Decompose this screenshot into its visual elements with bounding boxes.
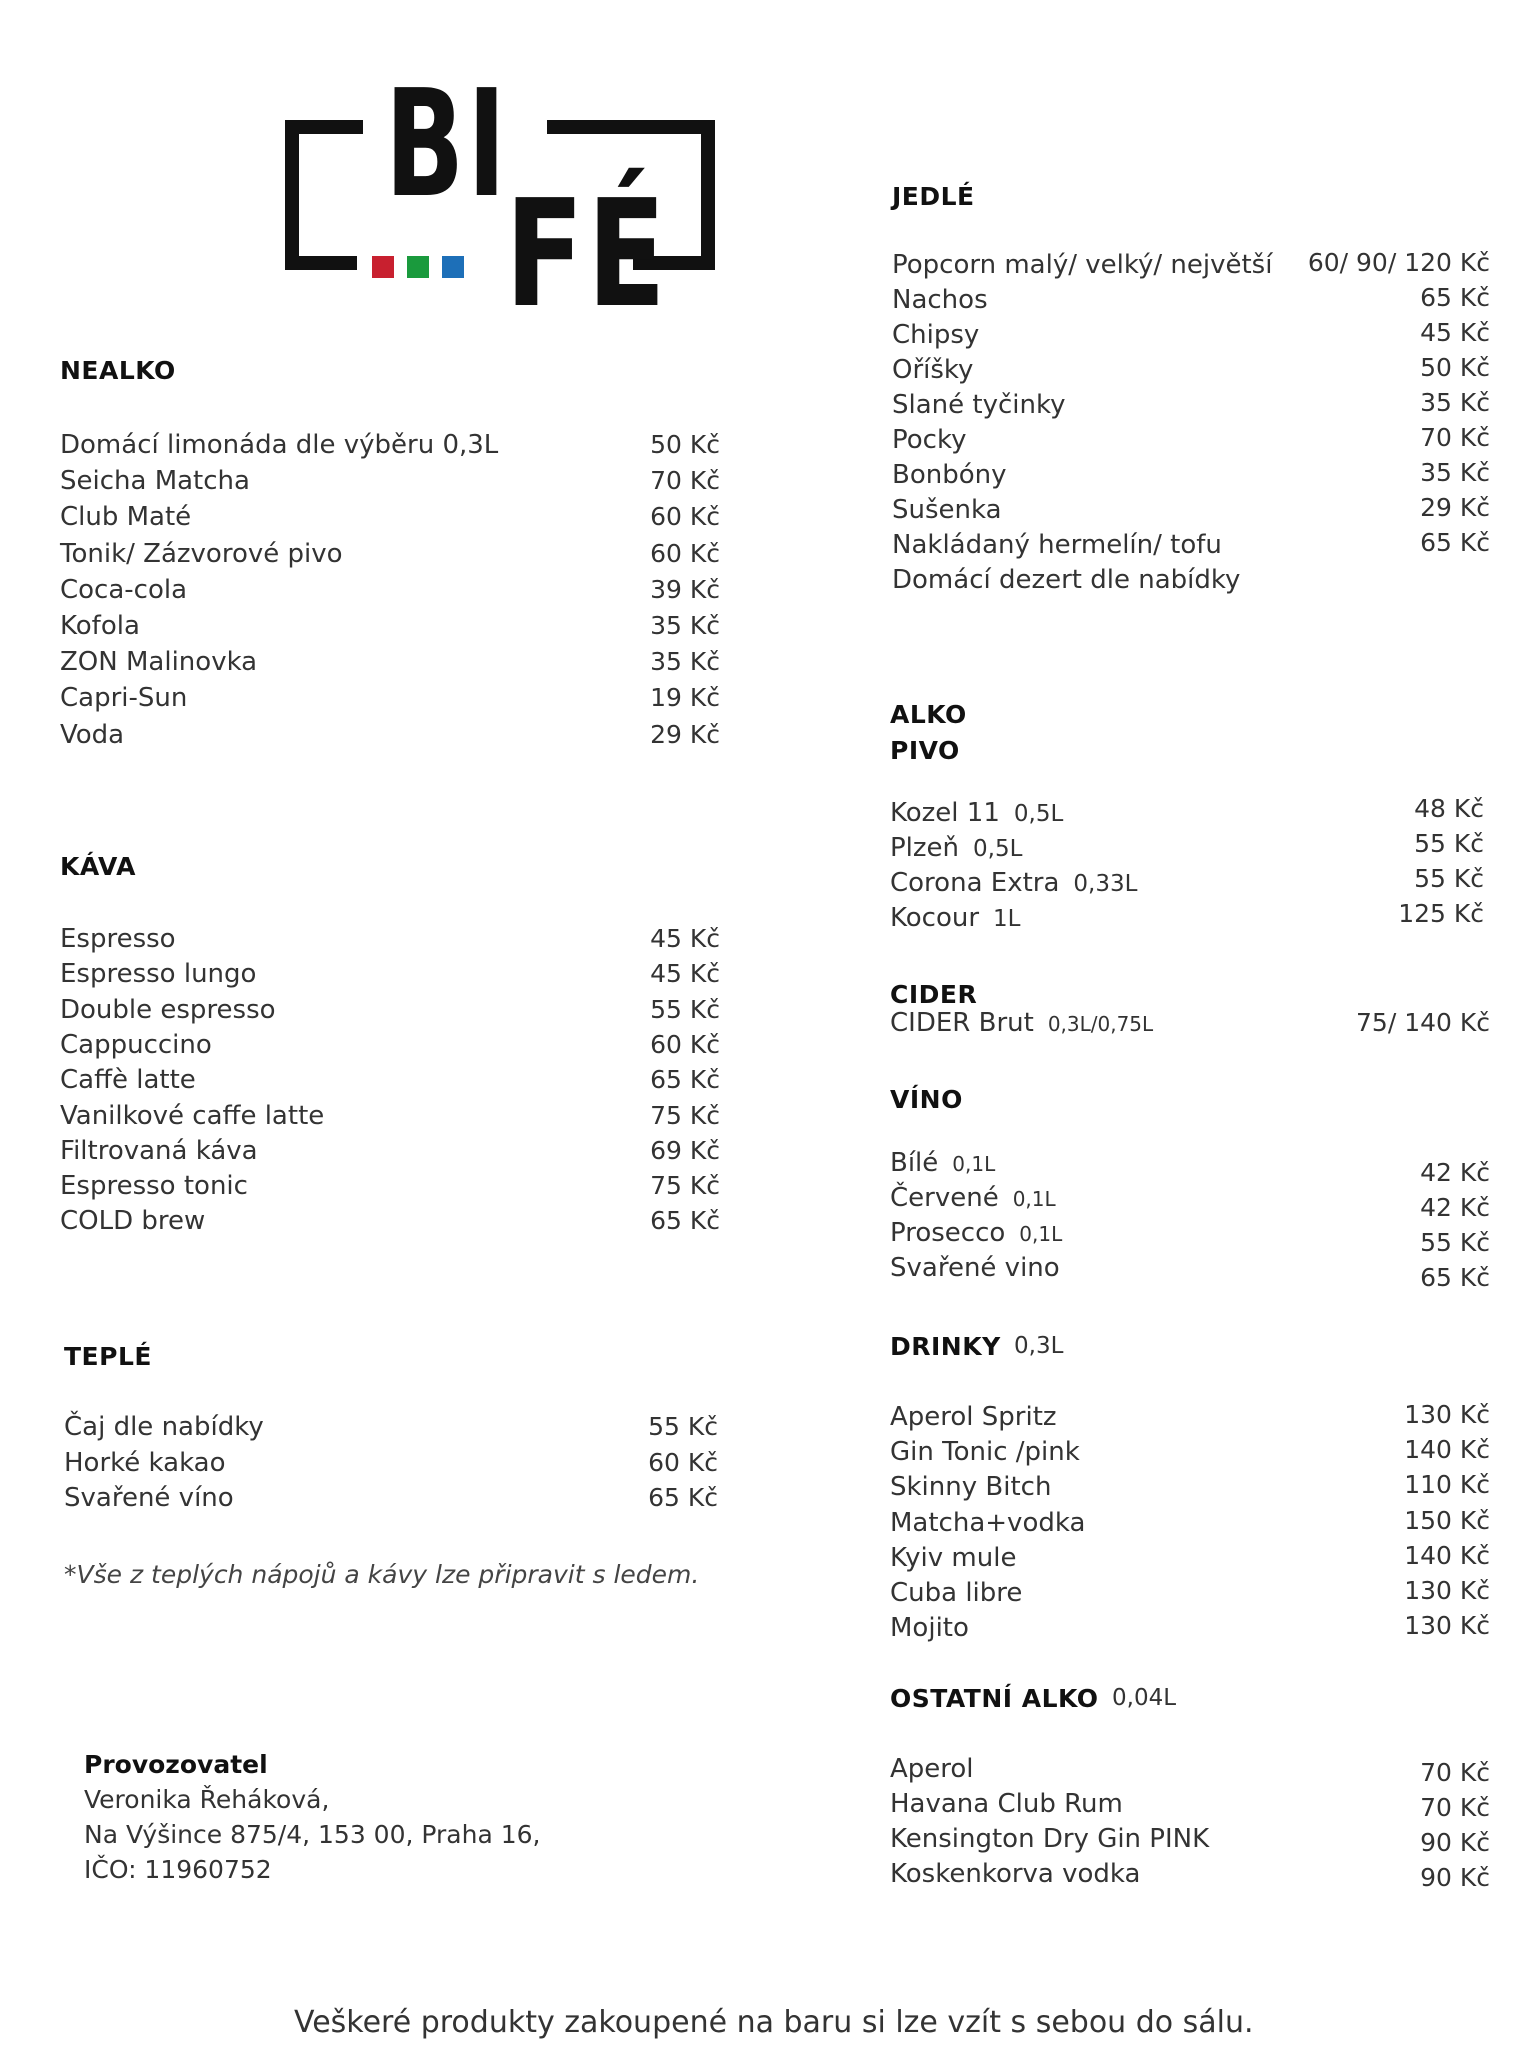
menu-item-name: Popcorn malý/ velký/ největší [892,250,1273,280]
menu-item-price: 70 Kč [1420,1758,1490,1787]
logo-bracket-left-top [285,120,363,134]
menu-item-price: 55 Kč [1414,829,1484,858]
menu-item-price: 50 Kč [650,430,720,459]
menu-item-name: CIDER Brut 0,3L/0,75L [890,1008,1154,1038]
operator-ico: IČO: 11960752 [84,1855,272,1884]
logo-text-bottom: FÉ [505,168,669,340]
menu-item-price: 130 Kč [1404,1576,1490,1605]
section-title-vino: VÍNO [890,1085,963,1114]
section-title-drinky: DRINKY [890,1332,1001,1361]
menu-item-price: 42 Kč [1420,1158,1490,1187]
menu-item-price: 45 Kč [650,924,720,953]
menu-item-price: 125 Kč [1398,899,1484,928]
menu-item-name: Domácí dezert dle nabídky [892,565,1241,595]
menu-item-name: Slané tyčinky [892,390,1066,420]
menu-item-name: Kozel 11 0,5L [890,798,1064,828]
menu-item-name: Double espresso [60,994,276,1025]
menu-item-name: Espresso tonic [60,1171,248,1202]
logo-bracket-right-top [547,120,715,134]
menu-item-name: Club Maté [60,502,192,533]
menu-item-price: 60 Kč [650,502,720,532]
section-title-ostatni-alko: OSTATNÍ ALKO [890,1684,1099,1713]
section-title-alko: ALKO [890,700,967,729]
menu-item-name: Vanilkové caffe latte [60,1100,325,1131]
section-title-pivo: PIVO [890,736,960,765]
menu-item-volume: 0,5L [1013,801,1064,827]
menu-item-price: 55 Kč [648,1412,718,1441]
menu-item-price: 65 Kč [1420,528,1490,557]
menu-item-price: 60/ 90/ 120 Kč [1307,248,1490,277]
menu-item-price: 140 Kč [1404,1435,1490,1465]
section-title-jedle: JEDLÉ [892,182,975,211]
menu-item-name: Plzeň 0,5L [890,833,1023,863]
menu-item-price: 75/ 140 Kč [1356,1008,1490,1037]
menu-item-name: Matcha+vodka [890,1507,1086,1538]
menu-item-volume: 0,1L [952,1152,996,1176]
menu-item-price: 65 Kč [1420,1263,1490,1292]
footer-note: Veškeré produkty zakoupené na baru si lze vzít s sebou do sálu. [294,2005,1254,2040]
menu-item-name: Kocour 1L [890,903,1021,933]
menu-item-name: Aperol Spritz [890,1402,1057,1432]
menu-item-name: Gin Tonic /pink [890,1437,1080,1468]
menu-item-name: Espresso lungo [60,959,257,990]
menu-item-price: 60 Kč [648,1447,718,1477]
menu-item-name: Havana Club Rum [890,1789,1123,1819]
section-title-teple: TEPLÉ [64,1342,152,1371]
menu-item-price: 60 Kč [650,538,720,568]
menu-item-name: Voda [60,719,125,750]
menu-item-name: Cappuccino [60,1029,212,1060]
logo-text-top: BI [385,58,509,230]
menu-item-price: 130 Kč [1404,1400,1490,1429]
logo-bracket-left-bottom [285,256,357,270]
menu-item-price: 50 Kč [1420,353,1490,382]
menu-item-name: Domácí limonáda dle výběru 0,3L [60,430,499,460]
menu-item-name: Capri-Sun [60,683,188,714]
menu-item-volume: 0,1L [1019,1222,1063,1246]
operator-address: Na Výšince 875/4, 153 00, Praha 16, [84,1820,541,1849]
logo-square-red [372,256,394,278]
menu-item-name: Svařené víno [64,1483,234,1513]
ostatni-alko-volume: 0,04L [1112,1685,1177,1711]
drinky-volume: 0,3L [1014,1333,1064,1359]
menu-item-price: 69 Kč [650,1135,720,1165]
menu-item-price: 19 Kč [650,683,720,713]
menu-item-name: Seicha Matcha [60,466,250,497]
menu-item-price: 35 Kč [650,611,720,640]
menu-item-price: 140 Kč [1404,1540,1490,1570]
menu-item-name: Aperol [890,1754,974,1784]
menu-item-volume: 0,5L [973,836,1023,862]
menu-item-name: Filtrovaná káva [60,1135,258,1166]
menu-item-name: Corona Extra 0,33L [890,868,1138,898]
menu-item-name: ZON Malinovka [60,647,258,678]
menu-item-volume: 1L [993,906,1021,932]
menu-item-volume: 0,33L [1073,871,1138,897]
menu-item-name: Kensington Dry Gin PINK [890,1824,1210,1854]
menu-item-price: 48 Kč [1414,794,1484,823]
menu-item-name: Tonik/ Zázvorové pivo [60,538,343,569]
menu-item-name: Pocky [892,425,967,455]
section-title-cider: CIDER [890,980,978,1009]
menu-item-price: 75 Kč [650,1100,720,1130]
operator-title: Provozovatel [84,1750,268,1779]
menu-item-name: Chipsy [892,320,980,350]
menu-item-name: Prosecco 0,1L [890,1218,1063,1248]
logo-bracket-left [285,120,299,270]
menu-item-price: 65 Kč [1420,283,1490,312]
menu-item-price: 65 Kč [650,1206,720,1236]
menu-item-name: Cuba libre [890,1578,1023,1608]
menu-item-price: 65 Kč [650,1065,720,1095]
menu-item-volume: 0,3L/0,75L [1047,1012,1154,1036]
menu-item-price: 42 Kč [1420,1193,1490,1222]
menu-item-price: 60 Kč [650,1029,720,1059]
menu-item-price: 150 Kč [1404,1505,1490,1535]
menu-item-price: 90 Kč [1420,1828,1490,1857]
menu-item-name: Caffè latte [60,1065,196,1096]
menu-item-price: 35 Kč [1420,458,1490,487]
menu-item-name: Horké kakao [64,1447,226,1478]
section-title-nealko: NEALKO [60,356,176,385]
menu-item-price: 65 Kč [648,1483,718,1512]
logo-square-green [407,256,429,278]
menu-item-name: Červené 0,1L [890,1183,1056,1213]
menu-item-price: 45 Kč [650,959,720,989]
menu-item-price: 35 Kč [1420,388,1490,417]
menu-item-name: Oříšky [892,355,974,385]
menu-item-price: 35 Kč [650,647,720,677]
menu-item-price: 45 Kč [1420,318,1490,347]
menu-item-name: Mojito [890,1613,969,1644]
menu-item-name: Svařené vino [890,1253,1060,1283]
logo-square-blue [442,256,464,278]
menu-item-price: 55 Kč [1420,1228,1490,1257]
menu-item-name: Nakládaný hermelín/ tofu [892,530,1222,560]
menu-item-price: 75 Kč [650,1171,720,1201]
menu-item-name: Skinny Bitch [890,1472,1052,1503]
menu-item-name: Bílé 0,1L [890,1148,996,1178]
menu-item-volume: 0,1L [1012,1187,1056,1211]
menu-item-price: 110 Kč [1404,1470,1490,1500]
menu-item-name: Kyiv mule [890,1542,1017,1573]
menu-item-name: Čaj dle nabídky [64,1412,264,1442]
menu-item-price: 55 Kč [1414,864,1484,893]
menu-item-price: 55 Kč [650,994,720,1024]
menu-item-name: Bonbóny [892,460,1007,490]
menu-item-name: Nachos [892,285,988,315]
menu-item-price: 29 Kč [1420,493,1490,522]
logo-bracket-right [701,120,715,270]
menu-item-price: 29 Kč [650,719,720,749]
menu-item-name: COLD brew [60,1206,206,1237]
menu-item-price: 90 Kč [1420,1863,1490,1892]
menu-item-price: 70 Kč [1420,1793,1490,1822]
menu-item-name: Espresso [60,924,176,954]
ice-note: *Vše z teplých nápojů a kávy lze připravit s ledem. [64,1560,700,1589]
menu-item-name: Sušenka [892,495,1002,525]
menu-item-price: 39 Kč [650,574,720,604]
menu-item-price: 70 Kč [1420,423,1490,452]
menu-item-name: Coca-cola [60,574,188,605]
section-title-kava: KÁVA [60,852,137,881]
operator-name: Veronika Řeháková, [84,1785,330,1814]
menu-item-price: 130 Kč [1404,1611,1490,1641]
menu-item-name: Koskenkorva vodka [890,1859,1141,1889]
menu-item-price: 70 Kč [650,466,720,496]
bife-logo [285,58,715,340]
menu-item-name: Kofola [60,611,140,641]
